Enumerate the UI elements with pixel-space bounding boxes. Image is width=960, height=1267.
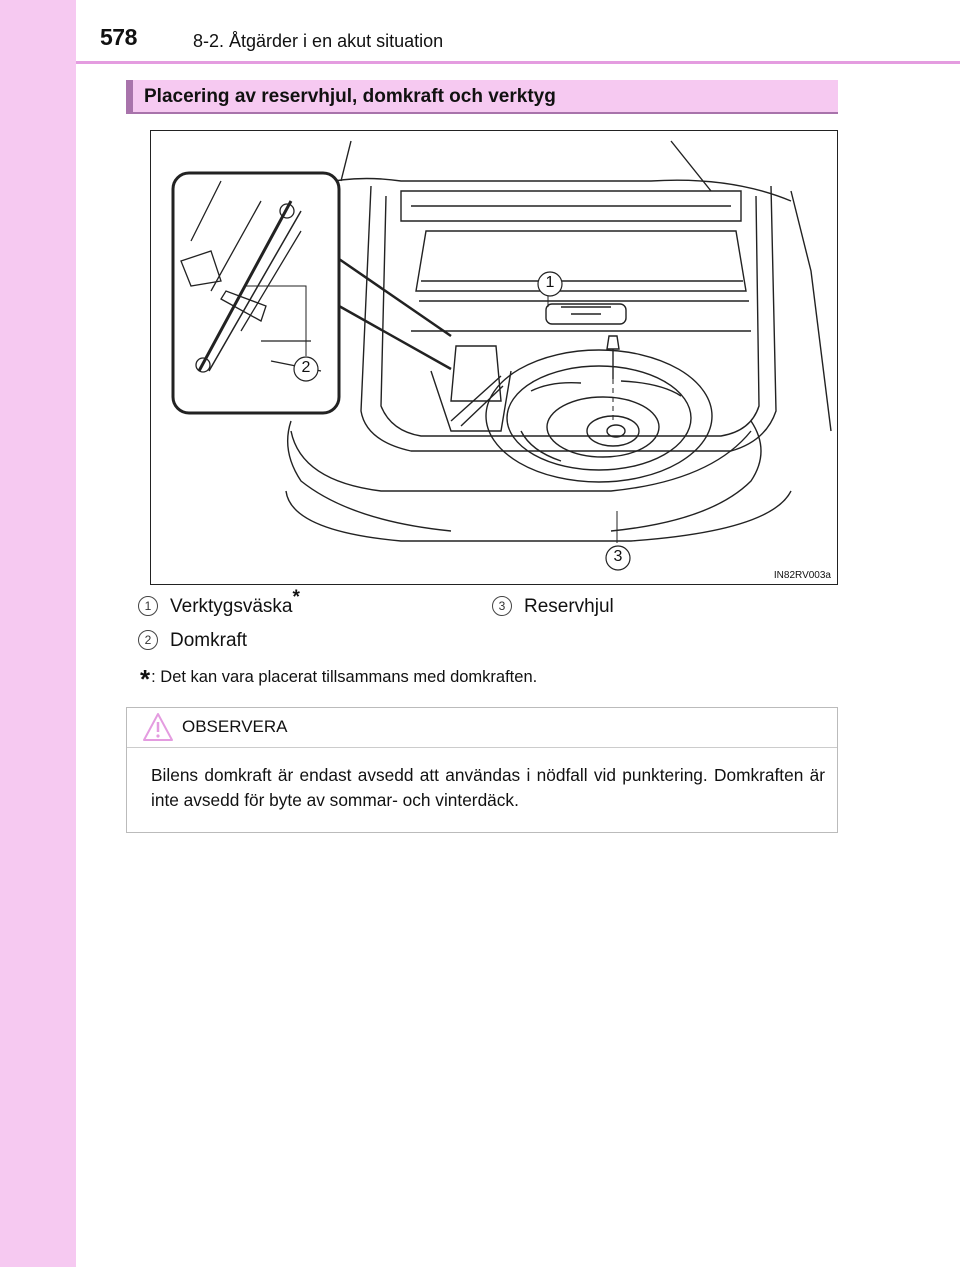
legend-item-jack: [138, 630, 247, 654]
page-number: 578: [100, 24, 137, 50]
footnote-text: : Det kan vara placerat tillsammans med domkraften.: [151, 668, 538, 686]
legend-number: 3: [492, 596, 512, 616]
callout-1-text: 1: [545, 274, 555, 291]
section-title: Placering av reservhjul, domkraft och verktyg: [144, 86, 556, 107]
caution-body: Bilens domkraft är endast avsedd att användas i nödfall vid punktering. Domkraften är inte avsedd för byte av sommar- och vinterdäck.: [151, 765, 825, 810]
page-sidebar-tab: [0, 0, 76, 1267]
legend-item-tool-bag: [138, 587, 300, 620]
section-banner-bar: [126, 80, 133, 114]
caution-header: [127, 708, 837, 748]
section-banner: [126, 80, 838, 114]
legend-label: Reservhjul: [524, 596, 614, 617]
header-rule: [76, 61, 960, 64]
callout-3-text: 3: [613, 548, 623, 565]
legend-number: 1: [138, 596, 158, 616]
legend-item-spare-tire: [492, 596, 614, 620]
legend-label: Verktygsväska: [170, 596, 293, 617]
legend-number: 2: [138, 630, 158, 650]
chapter-title: 8-2. Åtgärder i en akut situation: [193, 31, 444, 51]
callout-2-text: 2: [301, 359, 311, 376]
caution-title: OBSERVERA: [182, 717, 288, 736]
legend-star: *: [292, 587, 300, 608]
trunk-drawing: [151, 131, 837, 584]
footnote-marker: *: [140, 664, 151, 694]
warning-triangle-icon: [142, 712, 174, 742]
caution-box: [126, 707, 838, 833]
trunk-illustration: [150, 130, 838, 585]
footnote: [140, 664, 537, 695]
legend-label: Domkraft: [170, 630, 248, 651]
figure-image-id: IN82RV003a: [773, 570, 831, 581]
